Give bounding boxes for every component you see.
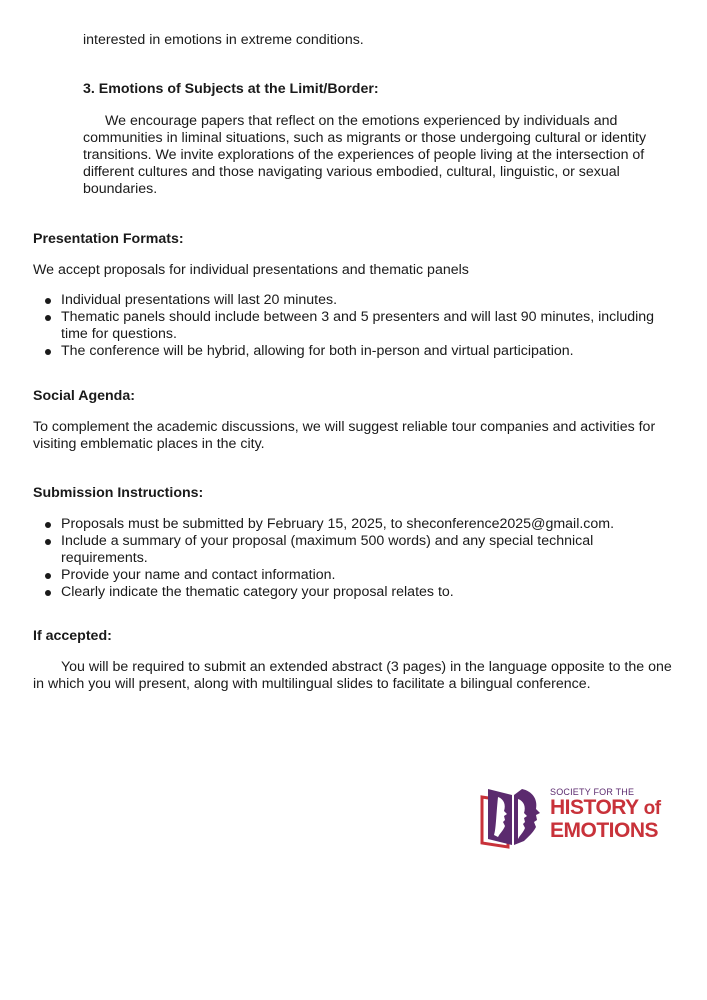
section3-title: 3. Emotions of Subjects at the Limit/Border:: [83, 81, 379, 97]
presentation-list: [33, 292, 663, 360]
submission-heading: Submission Instructions:: [33, 485, 204, 501]
intro-line: interested in emotions in extreme conditions.: [83, 32, 364, 48]
faces-book-icon: [478, 783, 546, 851]
list-item: Clearly indicate the thematic category your proposal relates to.: [33, 584, 663, 601]
submission-list: [33, 516, 663, 601]
if-accepted-heading: If accepted:: [33, 628, 112, 644]
logo-line3: EMOTIONS: [550, 819, 659, 842]
logo-line1: SOCIETY FOR THE: [550, 787, 635, 797]
presentation-formats-heading: Presentation Formats:: [33, 231, 184, 247]
list-item: Proposals must be submitted by February 15, 2025, to sheconference2025@gmail.com.: [33, 516, 663, 533]
list-item: Individual presentations will last 20 minutes.: [33, 292, 663, 309]
if-accepted-body: You will be required to submit an extended abstract (3 pages) in the language opposite to the one in which you will present, along with multilingual slides to facilitate a bilingual conference.: [33, 659, 672, 692]
list-item: The conference will be hybrid, allowing for both in-person and virtual participation.: [33, 343, 663, 360]
list-item: Provide your name and contact information.: [33, 567, 663, 584]
logo-of: of: [643, 798, 661, 819]
social-agenda-body: To complement the academic discussions, we will suggest reliable tour companies and activities for visiting emblematic places in the city.: [33, 419, 656, 452]
logo-line2: [550, 797, 674, 820]
section3-body: We encourage papers that reflect on the emotions experienced by individuals and communities in liminal situations, such as migrants or those undergoing cultural or identity transitions. We invite explorations of the experiences of people living at the intersection of different cultures and those navigating various embodied, cultural, linguistic, or sexual boundaries.: [83, 113, 647, 197]
logo-history: HISTORY: [550, 796, 639, 819]
presentation-intro: We accept proposals for individual presentations and thematic panels: [33, 262, 469, 278]
society-logo: [478, 783, 673, 851]
list-item: Thematic panels should include between 3 and 5 presenters and will last 90 minutes, including time for questions.: [33, 309, 663, 343]
list-item: Include a summary of your proposal (maximum 500 words) and any special technical requirements.: [33, 533, 663, 567]
logo-wordmark: [550, 787, 674, 842]
social-agenda-heading: Social Agenda:: [33, 388, 135, 404]
